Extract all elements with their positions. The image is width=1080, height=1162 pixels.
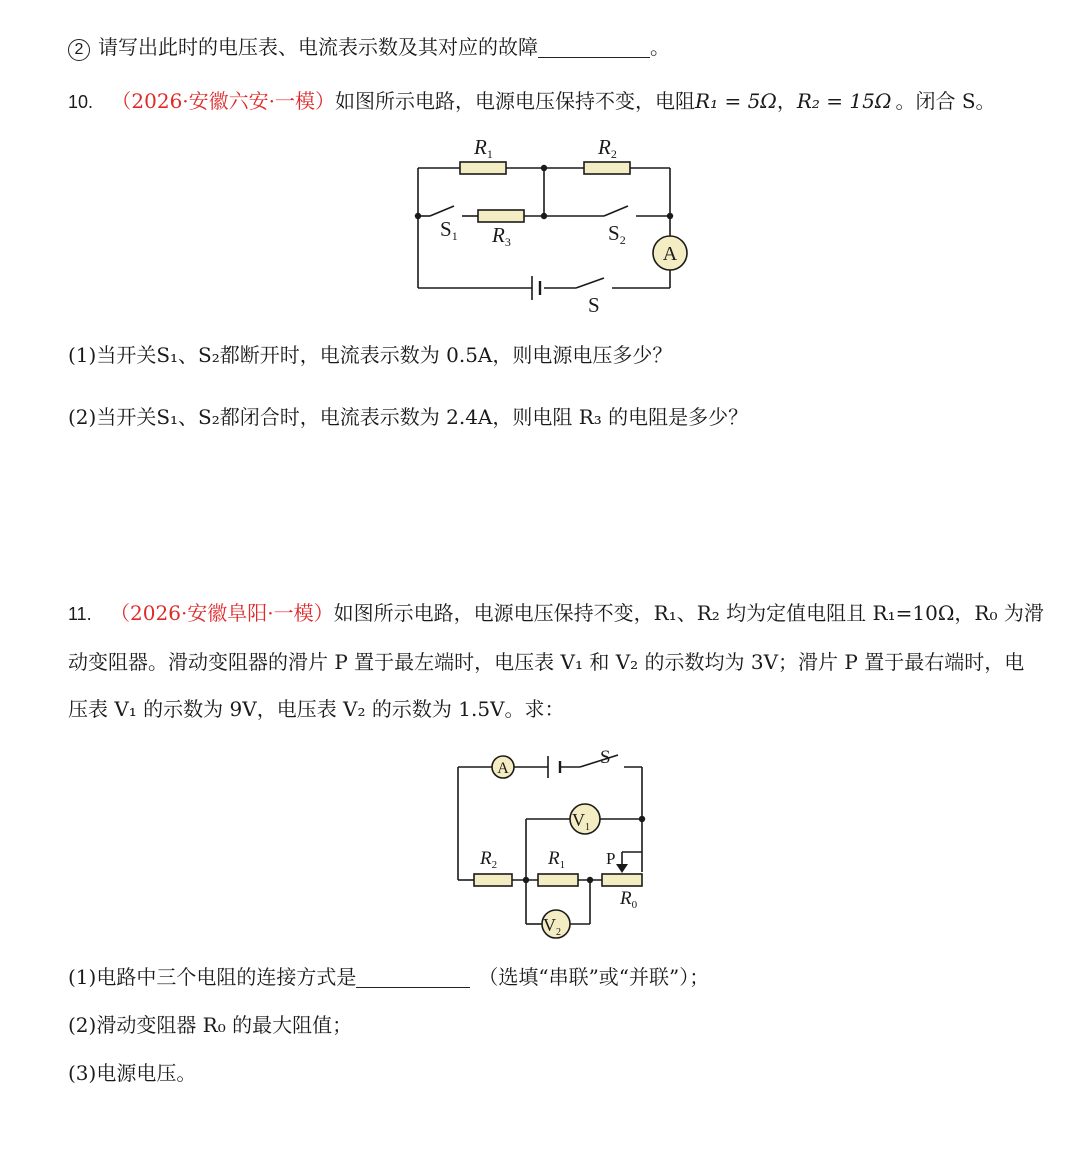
p-label: P — [606, 849, 616, 868]
question-number: 10. — [68, 92, 94, 112]
q11-circuit-diagram — [450, 740, 660, 945]
r2-label: R2 — [598, 135, 617, 161]
q11-sub2: (2)滑动变阻器 R₀ 的最大阻值； — [68, 1013, 353, 1037]
ammeter-label: A — [497, 760, 509, 777]
r2-label: $R_2$ — [480, 848, 498, 871]
question-source: （2026·安徽阜阳·一模） — [110, 601, 334, 625]
q11-resistor-r1 — [538, 874, 578, 886]
q10-sub1: (1)当开关S₁、S₂都断开时，电流表示数为 0.5A，则电源电压多少？ — [68, 343, 673, 367]
question-source: （2026·安徽六安·一模） — [111, 89, 336, 113]
q10-circuit-diagram — [408, 130, 708, 320]
q11-resistor-r2 — [474, 874, 512, 886]
q11-sub1: (1)电路中三个电阻的连接方式是 （选填“串联”或“并联”）； — [68, 965, 710, 989]
q10-resistor-r1 — [460, 162, 506, 174]
q10-resistor-r3 — [478, 210, 524, 222]
r1-value: R₁ = 5Ω — [695, 89, 777, 113]
q10-sub2: (2)当开关S₁、S₂都闭合时，电流表示数为 2.4A，则电阻 R₃ 的电阻是多少？ — [68, 405, 749, 429]
r1-label: $R_1$ — [548, 848, 566, 871]
s-label: S — [600, 747, 611, 768]
r0-label: $R_0$ — [620, 888, 638, 911]
s1-label: S1 — [440, 217, 458, 243]
question-number: 11. — [68, 604, 92, 624]
answer-blank[interactable] — [356, 967, 470, 988]
q10-resistor-r2 — [584, 162, 630, 174]
q9-part2-text: 请写出此时的电压表、电流表示数及其对应的故障 — [98, 35, 538, 59]
s-label: S — [588, 293, 600, 317]
circled-marker: 2 — [68, 39, 90, 61]
q11-stem-line1: 11. （2026·安徽阜阳·一模）如图所示电路，电源电压保持不变，R₁、R₂ 均为定值电阻且 R₁=10Ω，R₀ 为滑 — [68, 601, 1044, 625]
q9-part2-line: 2 请写出此时的电压表、电流表示数及其对应的故障 。 — [68, 32, 670, 62]
answer-blank[interactable] — [538, 37, 650, 58]
r2-value: R₂ = 15Ω — [796, 89, 892, 113]
r1-label: R1 — [474, 135, 493, 161]
v1-label: $V_1$ — [572, 810, 590, 833]
v2-label: $V_2$ — [543, 915, 561, 938]
slider-arrow-icon — [616, 864, 628, 873]
r3-label: R3 — [492, 223, 511, 249]
q10-stem: 10. （2026·安徽六安·一模）如图所示电路，电源电压保持不变，电阻R₁ = 5Ω，R₂ = 15Ω 。闭合 S。 — [68, 89, 996, 113]
ammeter-label: A — [662, 243, 678, 265]
q11-rheostat-r0 — [602, 874, 642, 886]
s2-label: S2 — [608, 221, 626, 247]
q11-stem-line2: 动变阻器。滑动变阻器的滑片 P 置于最左端时，电压表 V₁ 和 V₂ 的示数均为 3V；滑片 P 置于最右端时，电 — [68, 650, 1025, 674]
q11-sub3: (3)电源电压。 — [68, 1061, 197, 1085]
q11-stem-line3: 压表 V₁ 的示数为 9V，电压表 V₂ 的示数为 1.5V。求： — [68, 697, 565, 721]
